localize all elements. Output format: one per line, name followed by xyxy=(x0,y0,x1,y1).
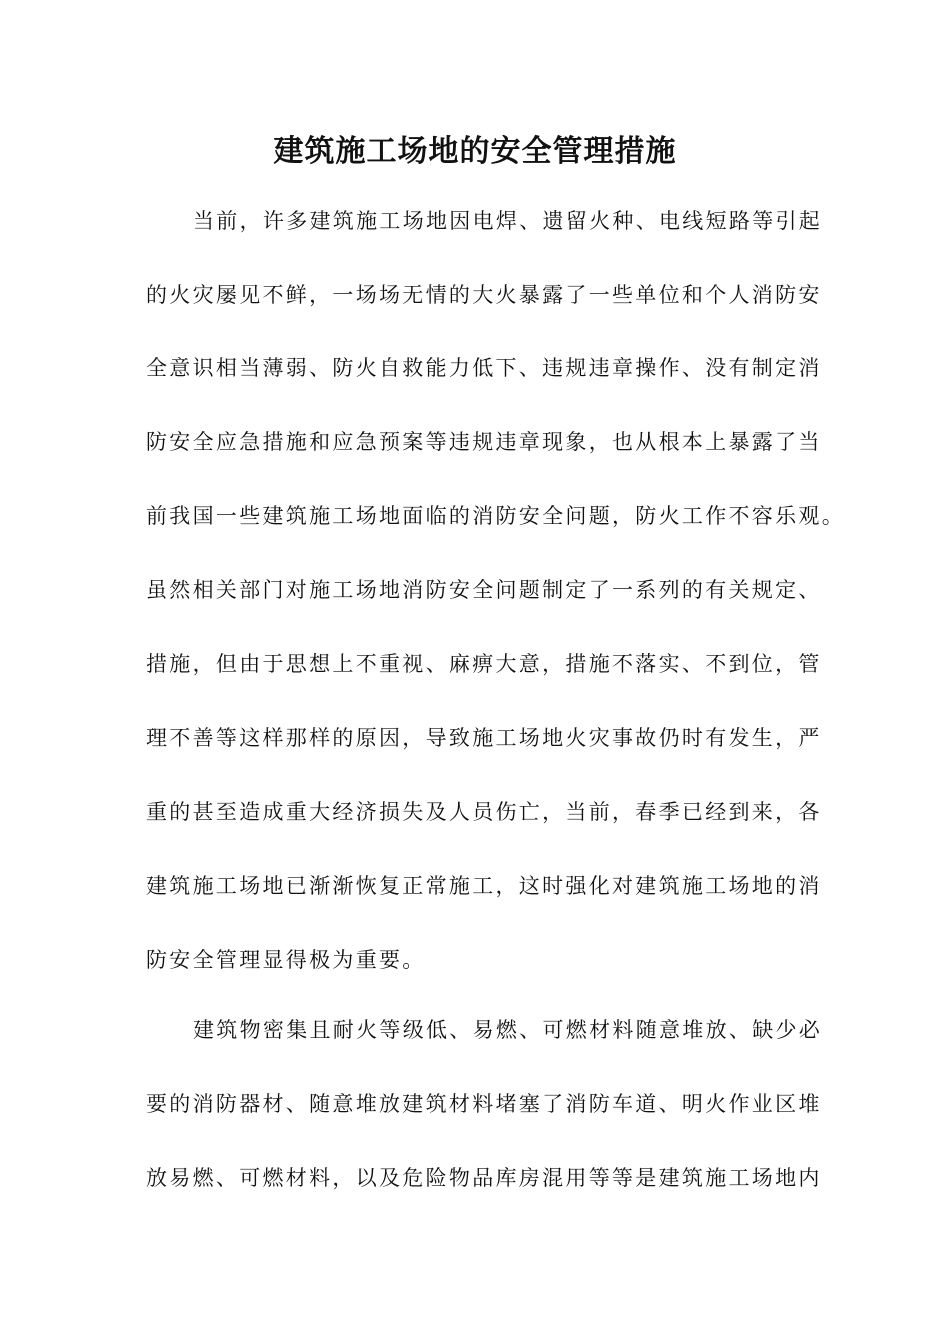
paragraph-line: 防安全管理显得极为重要。 xyxy=(146,948,426,972)
paragraph-line: 建筑施工场地已渐渐恢复正常施工，这时强化对建筑施工场地的消 xyxy=(146,874,822,898)
paragraph-line: 措施，但由于思想上不重视、麻痹大意，措施不落实、不到位，管 xyxy=(146,652,822,676)
document-title: 建筑施工场地的安全管理措施 xyxy=(273,134,677,169)
paragraph-line: 放易燃、可燃材料，以及危险物品库房混用等等是建筑施工场地内 xyxy=(146,1166,822,1190)
paragraph-line: 重的甚至造成重大经济损失及人员伤亡，当前，春季已经到来，各 xyxy=(146,800,822,824)
paragraph-line: 理不善等这样那样的原因，导致施工场地火灾事故仍时有发生，严 xyxy=(146,726,822,750)
paragraph-line: 当前，许多建筑施工场地因电焊、遗留火种、电线短路等引起 xyxy=(193,209,823,233)
paragraph-line: 虽然相关部门对施工场地消防安全问题制定了一系列的有关规定、 xyxy=(146,578,822,602)
paragraph-line: 要的消防器材、随意堆放建筑材料堵塞了消防车道、明火作业区堆 xyxy=(146,1092,822,1116)
paragraph-line: 前我国一些建筑施工场地面临的消防安全问题，防火工作不容乐观。 xyxy=(146,504,845,528)
paragraph-line: 全意识相当薄弱、防火自救能力低下、违规违章操作、没有制定消 xyxy=(146,356,822,380)
paragraph-line: 的火灾屡见不鲜，一场场无情的大火暴露了一些单位和个人消防安 xyxy=(146,283,822,307)
paragraph-line: 防安全应急措施和应急预案等违规违章现象，也从根本上暴露了当 xyxy=(146,430,822,454)
paragraph-line: 建筑物密集且耐火等级低、易燃、可燃材料随意堆放、缺少必 xyxy=(193,1018,823,1042)
